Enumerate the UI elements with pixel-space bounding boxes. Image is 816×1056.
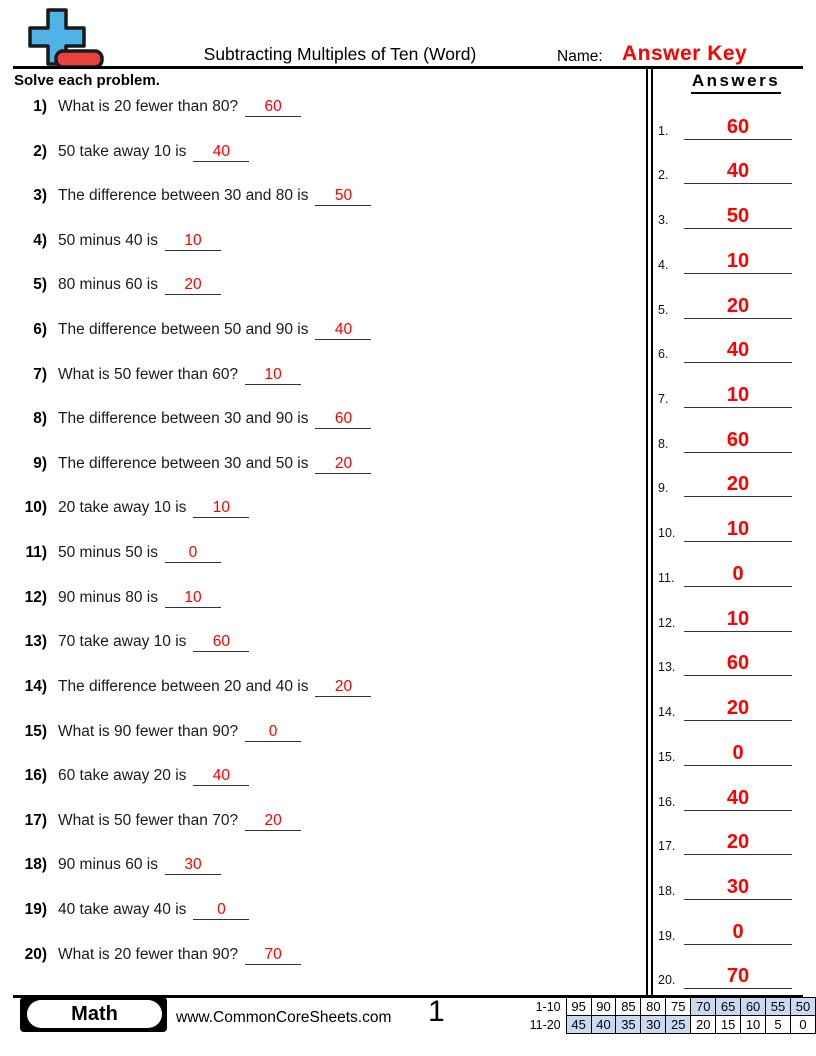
grading-cell: 20 xyxy=(691,1016,716,1034)
grading-cell: 90 xyxy=(591,998,616,1016)
answer-row xyxy=(658,497,792,542)
answer-value: 40 xyxy=(726,160,750,183)
header-rule xyxy=(13,66,803,69)
answer-number: 20. xyxy=(658,973,676,988)
problem-number: 18) xyxy=(24,856,47,874)
problem-row xyxy=(14,187,629,232)
grading-cell: 55 xyxy=(766,998,791,1016)
answer-line xyxy=(684,653,792,676)
grading-row-label: 11-20 xyxy=(529,1017,561,1032)
answer-row xyxy=(658,184,792,229)
answer-number: 15. xyxy=(658,749,676,764)
problem-text: The difference between 50 and 90 is xyxy=(58,321,309,339)
answer-row xyxy=(658,95,792,140)
grading-cell: 40 xyxy=(591,1016,616,1034)
grading-row-2 xyxy=(526,1016,816,1034)
problem-row xyxy=(14,276,629,321)
problem-text: What is 20 fewer than 90? xyxy=(58,945,239,963)
answer-number: 8. xyxy=(658,436,669,451)
answer-line xyxy=(684,519,792,542)
problem-answer-blank xyxy=(315,187,371,206)
grading-cell: 75 xyxy=(666,998,691,1016)
answer-line xyxy=(684,698,792,721)
problems-list xyxy=(14,98,629,990)
answer-row xyxy=(658,721,792,766)
answer-value: 50 xyxy=(726,205,750,228)
problem-text: 90 minus 80 is xyxy=(58,588,158,606)
instructions-text: Solve each problem. xyxy=(14,72,160,89)
problem-row xyxy=(14,366,629,411)
grading-cell: 35 xyxy=(616,1016,641,1034)
answer-line xyxy=(684,161,792,184)
name-label: Name: xyxy=(557,48,603,65)
answer-value: 70 xyxy=(726,965,750,988)
problem-answer-value: 10 xyxy=(184,231,202,249)
answer-row xyxy=(658,363,792,408)
problem-number: 2) xyxy=(33,142,47,160)
answer-value: 0 xyxy=(732,741,744,764)
problem-answer-value: 40 xyxy=(212,142,231,160)
answer-number: 5. xyxy=(658,302,669,317)
answer-value: 40 xyxy=(726,786,750,809)
answer-row xyxy=(658,587,792,632)
problem-answer-value: 10 xyxy=(212,499,231,517)
problem-text: 70 take away 10 is xyxy=(58,633,187,651)
answer-row xyxy=(658,945,792,990)
problem-answer-blank xyxy=(165,544,221,563)
problem-answer-blank xyxy=(193,633,249,652)
answer-line xyxy=(684,340,792,363)
answer-number: 13. xyxy=(658,660,676,675)
answer-row xyxy=(658,632,792,677)
answer-value: 60 xyxy=(726,652,750,675)
problem-number: 8) xyxy=(33,410,47,428)
problem-row xyxy=(14,946,629,991)
answer-line xyxy=(684,877,792,900)
problem-row xyxy=(14,143,629,188)
problem-text: 50 minus 50 is xyxy=(58,544,158,562)
problem-text: The difference between 30 and 90 is xyxy=(58,410,309,428)
problem-number: 17) xyxy=(24,811,47,829)
problem-answer-blank xyxy=(315,410,371,429)
problem-number: 1) xyxy=(33,98,47,115)
answer-line xyxy=(684,430,792,453)
problem-row xyxy=(14,544,629,589)
problem-text: The difference between 30 and 50 is xyxy=(58,454,309,472)
grading-cell: 45 xyxy=(566,1016,591,1034)
answer-line xyxy=(684,251,792,274)
answer-value: 10 xyxy=(726,518,750,541)
grading-table xyxy=(526,997,816,1034)
problem-row xyxy=(14,589,629,634)
problem-number: 15) xyxy=(24,722,47,740)
problem-answer-blank xyxy=(165,232,221,251)
answer-number: 6. xyxy=(658,347,669,362)
answer-row xyxy=(658,900,792,945)
answer-row xyxy=(658,453,792,498)
answer-row xyxy=(658,408,792,453)
problem-answer-value: 70 xyxy=(264,945,282,963)
problem-text: 20 take away 10 is xyxy=(58,499,187,517)
answer-value: 10 xyxy=(726,607,750,630)
problem-number: 3) xyxy=(33,187,47,205)
answer-number: 12. xyxy=(658,615,676,630)
subject-label: Math xyxy=(71,1002,118,1025)
answer-row xyxy=(658,855,792,900)
answer-number: 2. xyxy=(658,168,669,183)
answers-heading: Answers xyxy=(662,71,810,94)
answer-value: 20 xyxy=(726,294,750,317)
problem-number: 11) xyxy=(25,544,47,562)
problem-number: 14) xyxy=(24,677,47,695)
problem-row xyxy=(14,812,629,857)
subject-pill xyxy=(27,1000,162,1028)
problem-number: 5) xyxy=(33,276,47,294)
answer-line xyxy=(684,609,792,632)
problem-text: 80 minus 60 is xyxy=(58,276,158,294)
problem-number: 9) xyxy=(33,454,47,472)
problem-answer-value: 20 xyxy=(334,677,353,695)
column-divider xyxy=(646,66,653,995)
answer-key-label: Answer Key xyxy=(622,42,748,65)
page-number: 1 xyxy=(428,995,445,1028)
answer-value: 0 xyxy=(732,562,744,585)
grading-cell: 5 xyxy=(766,1016,791,1034)
grading-row-label: 1-10 xyxy=(535,999,561,1014)
grading-cell: 80 xyxy=(641,998,666,1016)
answer-number: 9. xyxy=(658,481,669,496)
answer-line xyxy=(684,117,792,140)
answer-number: 16. xyxy=(658,794,676,809)
problem-answer-value: 10 xyxy=(184,588,202,606)
problem-answer-blank xyxy=(315,678,371,697)
answer-value: 20 xyxy=(726,473,750,496)
grading-cell: 95 xyxy=(566,998,591,1016)
problem-answer-value: 40 xyxy=(334,321,353,339)
answer-line xyxy=(684,296,792,319)
problem-answer-blank xyxy=(165,589,221,608)
problem-answer-value: 20 xyxy=(264,811,282,829)
answer-line xyxy=(684,385,792,408)
answer-line xyxy=(684,743,792,766)
answer-number: 3. xyxy=(658,213,669,228)
problem-number: 20) xyxy=(24,945,47,963)
problem-text: What is 50 fewer than 70? xyxy=(58,811,239,829)
answer-number: 19. xyxy=(658,928,676,943)
problem-answer-value: 50 xyxy=(334,187,353,205)
problem-answer-value: 60 xyxy=(264,98,282,115)
problem-row xyxy=(14,633,629,678)
grading-cell: 50 xyxy=(790,998,815,1016)
answer-value: 20 xyxy=(726,697,750,720)
answer-line xyxy=(684,832,792,855)
problem-text: What is 50 fewer than 60? xyxy=(58,365,239,383)
problem-number: 4) xyxy=(33,231,47,249)
grading-cell: 70 xyxy=(691,998,716,1016)
problem-row xyxy=(14,455,629,500)
answer-row xyxy=(658,319,792,364)
problem-text: 50 take away 10 is xyxy=(58,142,187,160)
answer-number: 7. xyxy=(658,392,669,407)
grading-cell: 10 xyxy=(741,1016,766,1034)
problem-answer-value: 60 xyxy=(212,633,231,651)
problem-row xyxy=(14,901,629,946)
grading-cell: 0 xyxy=(790,1016,815,1034)
problem-answer-blank xyxy=(165,856,221,875)
problem-answer-blank xyxy=(193,143,249,162)
problem-number: 10) xyxy=(24,499,47,517)
problem-answer-blank xyxy=(245,366,301,385)
problem-text: 50 minus 40 is xyxy=(58,231,158,249)
problem-answer-value: 20 xyxy=(184,276,202,294)
answers-column xyxy=(658,95,792,989)
answer-number: 18. xyxy=(658,883,676,898)
problem-answer-value: 0 xyxy=(217,900,226,918)
problem-answer-value: 20 xyxy=(334,454,353,472)
grading-cell: 15 xyxy=(716,1016,741,1034)
problem-answer-blank xyxy=(165,276,221,295)
problem-answer-blank xyxy=(245,812,301,831)
answer-value: 20 xyxy=(726,831,750,854)
grading-cell: 65 xyxy=(716,998,741,1016)
website-text: www.CommonCoreSheets.com xyxy=(176,1009,392,1026)
problem-answer-blank xyxy=(193,499,249,518)
problem-row xyxy=(14,723,629,768)
problem-row xyxy=(14,499,629,544)
problem-text: 60 take away 20 is xyxy=(58,767,187,785)
problem-text: What is 20 fewer than 80? xyxy=(58,98,239,115)
answer-value: 60 xyxy=(726,428,750,451)
problem-row xyxy=(14,232,629,277)
answer-line xyxy=(684,788,792,811)
grading-cell: 60 xyxy=(741,998,766,1016)
answer-number: 11. xyxy=(658,570,675,585)
answer-number: 10. xyxy=(658,526,676,541)
answer-value: 30 xyxy=(726,875,750,898)
problem-text: 40 take away 40 is xyxy=(58,900,187,918)
answer-row xyxy=(658,766,792,811)
answer-row xyxy=(658,140,792,185)
problem-text: 90 minus 60 is xyxy=(58,856,158,874)
grading-cell: 85 xyxy=(616,998,641,1016)
answer-row xyxy=(658,229,792,274)
grading-row-1 xyxy=(526,998,816,1016)
answer-line xyxy=(684,966,792,989)
answer-row xyxy=(658,274,792,319)
problem-row xyxy=(14,678,629,723)
answer-line xyxy=(684,564,792,587)
problem-row xyxy=(14,856,629,901)
problem-answer-value: 0 xyxy=(188,544,198,562)
answer-value: 40 xyxy=(726,339,750,362)
answer-row xyxy=(658,811,792,856)
answer-value: 10 xyxy=(726,384,750,407)
grading-cell: 25 xyxy=(666,1016,691,1034)
problem-number: 16) xyxy=(24,767,47,785)
grading-cell: 30 xyxy=(641,1016,666,1034)
problem-answer-blank xyxy=(245,98,301,117)
problem-answer-value: 60 xyxy=(334,410,353,428)
answer-line xyxy=(684,206,792,229)
page-title: Subtracting Multiples of Ten (Word) xyxy=(203,44,477,64)
problem-text: What is 90 fewer than 90? xyxy=(58,722,239,740)
answer-line xyxy=(684,922,792,945)
problem-number: 19) xyxy=(24,900,47,918)
problem-answer-blank xyxy=(193,767,249,786)
answer-row xyxy=(658,542,792,587)
problem-row xyxy=(14,98,629,143)
problem-answer-blank xyxy=(193,901,249,920)
problem-number: 13) xyxy=(24,633,47,651)
problem-row xyxy=(14,767,629,812)
problem-answer-value: 10 xyxy=(264,365,282,383)
answer-row xyxy=(658,676,792,721)
answer-line xyxy=(684,474,792,497)
problem-text: The difference between 30 and 80 is xyxy=(58,187,309,205)
answer-value: 0 xyxy=(732,920,744,943)
problem-row xyxy=(14,410,629,455)
subject-badge xyxy=(20,997,167,1032)
problem-answer-blank xyxy=(245,723,301,742)
problem-answer-value: 30 xyxy=(184,856,202,874)
problem-number: 7) xyxy=(33,365,47,383)
answer-value: 10 xyxy=(726,249,750,272)
problem-answer-blank xyxy=(315,455,371,474)
problem-number: 6) xyxy=(33,321,47,339)
answer-number: 17. xyxy=(658,839,676,854)
answer-number: 14. xyxy=(658,705,676,720)
answer-value: 60 xyxy=(726,115,750,138)
problem-answer-value: 0 xyxy=(268,722,278,740)
problem-answer-blank xyxy=(245,946,301,965)
problem-number: 12) xyxy=(24,588,47,606)
problem-answer-blank xyxy=(315,321,371,340)
answer-number: 4. xyxy=(658,257,669,272)
answer-number: 1. xyxy=(658,123,669,138)
problem-text: The difference between 20 and 40 is xyxy=(58,677,309,695)
problem-row xyxy=(14,321,629,366)
problem-answer-value: 40 xyxy=(212,767,231,785)
